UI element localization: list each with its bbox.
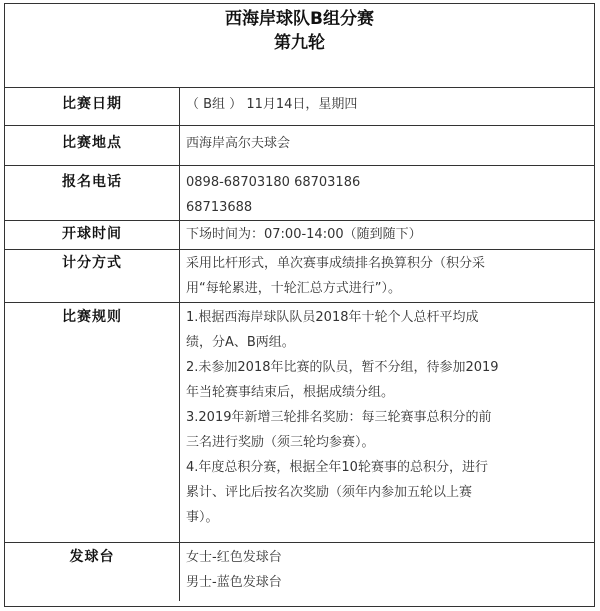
label-scoring: 计分方式 (5, 250, 180, 303)
value-line: 4.年度总积分赛，根据全年10轮赛事的总积分，进行 (186, 460, 488, 475)
label-date: 比赛日期 (5, 88, 180, 126)
value-phone (180, 166, 595, 221)
label-tees: 发球台 (5, 543, 180, 602)
table-row-scoring (5, 250, 594, 303)
value-line: 三名进行奖励（须三轮均参赛）。 (186, 435, 375, 450)
info-table (5, 88, 594, 601)
value-line: 年当轮赛事结束后，根据成绩分组。 (186, 385, 395, 400)
document-title: 西海岸球队B组分赛 (225, 9, 374, 29)
table-row-phone (5, 166, 594, 221)
rule-item-3 (186, 405, 588, 455)
rule-item-1 (186, 305, 588, 355)
label-rules: 比赛规则 (5, 303, 180, 543)
round-subtitle: 第九轮 (274, 33, 325, 53)
label-tee-time: 开球时间 (5, 221, 180, 250)
rule-item-2 (186, 355, 588, 405)
value-line: 事）。 (186, 510, 219, 525)
value-line: （ B组 ） 11月14日，星期四 (186, 97, 358, 112)
value-line: 3.2019年新增三轮排名奖励：每三轮赛事总积分的前 (186, 410, 492, 425)
value-line: 女士-红色发球台 (186, 550, 282, 565)
table-row-tee-time (5, 221, 594, 250)
value-tees (180, 543, 595, 602)
value-line: 绩，分A、B两组。 (186, 335, 295, 350)
value-line: 下场时间为：07:00-14:00（随到随下） (186, 227, 422, 242)
value-venue (180, 126, 595, 166)
phone-numbers-line-2: 68713688 (186, 200, 253, 215)
label-venue: 比赛地点 (5, 126, 180, 166)
schedule-document (4, 3, 595, 607)
label-phone: 报名电话 (5, 166, 180, 221)
value-line: 2.未参加2018年比赛的队员，暂不分组，待参加2019 (186, 360, 499, 375)
value-line: 1.根据西海岸球队队员2018年十轮个人总杆平均成 (186, 310, 479, 325)
rule-item-4 (186, 455, 588, 530)
value-date (180, 88, 595, 126)
value-line: 男士-蓝色发球台 (186, 575, 282, 590)
table-row-venue (5, 126, 594, 166)
value-line: 西海岸高尔夫球会 (186, 136, 291, 151)
document-header (5, 4, 594, 88)
value-tee-time (180, 221, 595, 250)
value-rules (180, 303, 595, 543)
value-line: 累计、评比后按名次奖励（须年内参加五轮以上赛 (186, 485, 473, 500)
phone-numbers-line-1: 0898-68703180 68703186 (186, 175, 361, 190)
value-scoring (180, 250, 595, 303)
table-row-date (5, 88, 594, 126)
value-line: 采用比杆形式，单次赛事成绩排名换算积分（积分采 (186, 256, 486, 271)
table-row-rules (5, 303, 594, 543)
value-line: 用“每轮累进，十轮汇总方式进行”）。 (186, 281, 401, 296)
table-row-tees (5, 543, 594, 602)
